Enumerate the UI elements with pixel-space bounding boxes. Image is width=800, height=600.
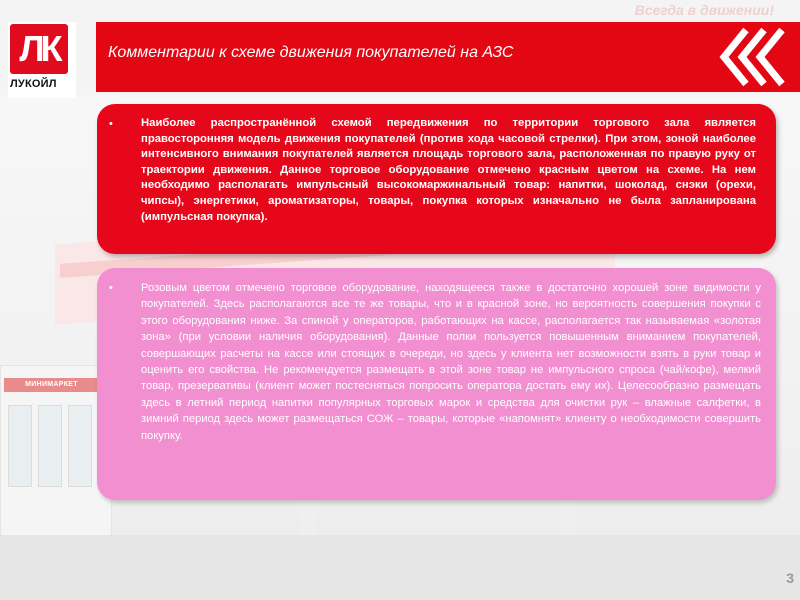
- shop-window: [68, 405, 92, 487]
- minimarket-sign: МИНИМАРКЕТ: [4, 378, 99, 392]
- red-zone-text: Наиболее распространённой схемой передвижения по территории торгового зала является правосторонняя модель движения покупателей (против хода часовой стрелки). При этом, зоной наиболее интенсивного внимания покупателей является площадь торгового зала, расположенная по правую руку от траектории движения. Данное торговое оборудование отмечено красным цветом на схеме. На нем необходимо располагать импульсный высокомаржинальный товар: напитки, шоколад, снэки (орехи, чипсы), энергетики, ароматизаторы, товары, покупка которых изначально не была запланирована (импульсная покупка).: [141, 117, 756, 223]
- page-number: 3: [786, 570, 794, 586]
- page-title: Комментарии к схеме движения покупателей на АЗС: [108, 44, 514, 61]
- chevrons-icon: [712, 24, 792, 90]
- red-zone-panel: [97, 104, 776, 254]
- ground: [0, 535, 800, 600]
- bullet: •: [109, 282, 113, 294]
- shop-window: [8, 405, 32, 487]
- lukoil-logo: [10, 24, 68, 74]
- slogan: Всегда в движении!: [634, 2, 774, 18]
- bullet: •: [109, 118, 113, 130]
- shop-window: [38, 405, 62, 487]
- pink-zone-panel: [97, 268, 776, 500]
- pink-zone-text: Розовым цветом отмечено торговое оборудование, находящееся также в достаточно хорошей зоне видимости у покупателей. Здесь располагаются все те же товары, что и в красной зоне, но вероятность совершения покупки с этого оборудования ниже. За спиной у операторов, работающих на кассе, располагается так называемая «золотая зона» (при условии наличия оборудования). Данные полки пользуется повышенным вниманием покупателей, совершающих расчеты на кассе или стоящих в очереди, но здесь у клиента нет возможности взять в руки товар и оценить его свойства. Не рекомендуется размещать в этой зоне товар не импульсного спроса (чай/кофе), мелкий товар, презервативы (клиент может постесняться попросить оператора достать ему их). Целесообразно размещать здесь в летний период напитки популярных торговых марок и средства для очистки рук – влажные салфетки, в зимний период здесь может размещаться СОЖ – товары, которые «напомнят» клиенту о необходимости совершить покупку.: [141, 282, 761, 442]
- lukoil-logo-glyph: ЛК: [19, 28, 59, 69]
- logo-text: ЛУКОЙЛ: [10, 78, 57, 90]
